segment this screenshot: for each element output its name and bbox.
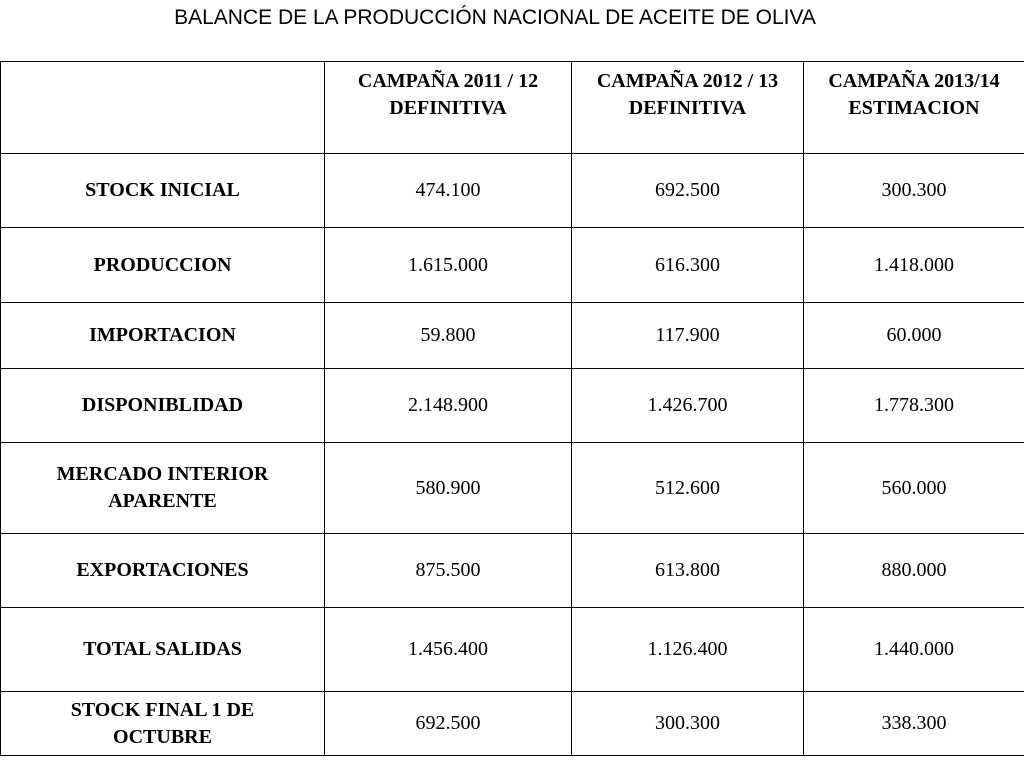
column-header-line: DEFINITIVA bbox=[628, 97, 747, 119]
table-cell: 512.600 bbox=[572, 443, 804, 534]
table-cell: 560.000 bbox=[804, 443, 1024, 534]
table-cell: 880.000 bbox=[804, 534, 1024, 608]
table-cell: 1.440.000 bbox=[804, 608, 1024, 692]
table-row bbox=[1, 608, 1024, 692]
table-cell: 1.456.400 bbox=[325, 608, 572, 692]
column-header-2013-14 bbox=[804, 62, 1024, 154]
header-row bbox=[1, 62, 1024, 154]
row-label-line: APARENTE bbox=[108, 490, 217, 512]
table-cell: 474.100 bbox=[325, 154, 572, 228]
column-header-2012-13 bbox=[572, 62, 804, 154]
row-label bbox=[1, 369, 325, 443]
row-label-line: PRODUCCION bbox=[93, 253, 232, 276]
page-title: BALANCE DE LA PRODUCCIÓN NACIONAL DE ACEITE DE OLIVA bbox=[174, 6, 816, 29]
row-label bbox=[1, 303, 325, 369]
row-label-line: EXPORTACIONES bbox=[76, 559, 249, 581]
table-cell: 300.300 bbox=[804, 154, 1024, 228]
table-cell: 1.418.000 bbox=[804, 228, 1024, 303]
row-label-line: IMPORTACION bbox=[89, 324, 236, 346]
table-row bbox=[1, 228, 1024, 303]
column-header-line: ESTIMACION bbox=[848, 97, 980, 119]
column-header-line: CAMPAÑA 2013/14 bbox=[828, 70, 1000, 92]
table-cell: 300.300 bbox=[572, 692, 804, 756]
column-header-line: DEFINITIVA bbox=[389, 97, 507, 119]
row-label-line: STOCK INICIAL bbox=[85, 179, 240, 201]
balance-table bbox=[0, 61, 1024, 756]
row-label bbox=[1, 443, 325, 534]
row-label bbox=[1, 608, 325, 692]
table-cell: 117.900 bbox=[572, 303, 804, 369]
table-cell: 580.900 bbox=[325, 443, 572, 534]
table-cell: 60.000 bbox=[804, 303, 1024, 369]
table-row bbox=[1, 692, 1024, 756]
table-row bbox=[1, 443, 1024, 534]
row-label bbox=[1, 534, 325, 608]
table-cell: 875.500 bbox=[325, 534, 572, 608]
table-cell: 692.500 bbox=[572, 154, 804, 228]
table-cell: 1.126.400 bbox=[572, 608, 804, 692]
table-row bbox=[1, 369, 1024, 443]
row-label-line: OCTUBRE bbox=[113, 725, 212, 748]
row-label bbox=[1, 228, 325, 303]
row-label-line: DISPONIBLIDAD bbox=[81, 394, 244, 416]
row-label bbox=[1, 692, 325, 756]
row-label-line: TOTAL SALIDAS bbox=[83, 638, 242, 660]
row-label bbox=[1, 154, 325, 228]
table-row bbox=[1, 534, 1024, 608]
corner-cell bbox=[1, 62, 325, 154]
table-row bbox=[1, 154, 1024, 228]
column-header-2011-12 bbox=[325, 62, 572, 154]
table-cell: 613.800 bbox=[572, 534, 804, 608]
table-cell: 616.300 bbox=[572, 228, 804, 303]
table-cell: 1.615.000 bbox=[325, 228, 572, 303]
row-label-line: STOCK FINAL 1 DE bbox=[70, 698, 255, 721]
column-header-line: CAMPAÑA 2012 / 13 bbox=[596, 70, 779, 92]
table-row bbox=[1, 303, 1024, 369]
table-cell: 692.500 bbox=[325, 692, 572, 756]
table-cell: 1.426.700 bbox=[572, 369, 804, 443]
table-cell: 59.800 bbox=[325, 303, 572, 369]
table-cell: 338.300 bbox=[804, 692, 1024, 756]
row-label-line: MERCADO INTERIOR bbox=[56, 463, 269, 485]
column-header-line: CAMPAÑA 2011 / 12 bbox=[357, 70, 539, 92]
table-cell: 2.148.900 bbox=[325, 369, 572, 443]
table-cell: 1.778.300 bbox=[804, 369, 1024, 443]
